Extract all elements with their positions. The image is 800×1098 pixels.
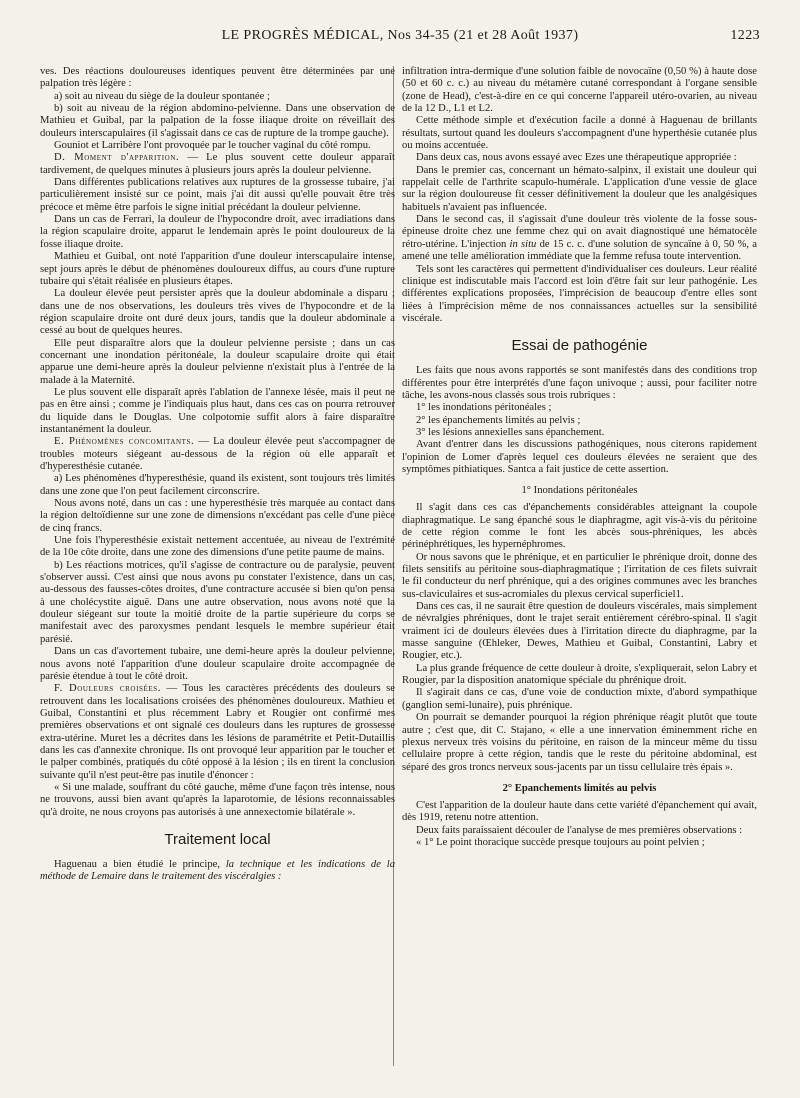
- paragraph-text: de 15 c. c. d'une solution de syncaïne à 0, 50 %, a amené une telle amélioration immédiate que la femme refusa toute intervention.: [402, 238, 757, 263]
- paragraph-text: — Le plus souvent cette douleur apparaît tardivement, de quelques minutes à plusieurs jours après la douleur pelvienne.: [40, 152, 395, 176]
- list-item: 3° les lésions annexielles sans épanchement.: [416, 426, 605, 438]
- paragraph: [40, 436, 395, 473]
- paragraph: Il s'agit dans ces cas d'épanchements considérables atteignant la coupole diaphragmatique. Le sang épanché sous le diaphragme, agit vis-à-vis du péritoine de cette région comme le font les abcès sous-phréniques, les abcès périnéphrétiques, les hypernéphromes.: [402, 502, 757, 551]
- list-item: 1° les inondations péritonéales ;: [416, 402, 552, 414]
- paragraph: Les faits que nous avons rapportés se sont manifestés dans des conditions trop différentes pour être interprétés d'une façon univoque ; aussi, pour faciliter notre tâche, les avons-nous classés sous trois rubriques :: [402, 365, 757, 401]
- paragraph: La plus grande fréquence de cette douleur à droite, s'expliquerait, selon Labry et Rougier, par la disposition anatomique spéciale du phrénique droit.: [402, 662, 757, 687]
- paragraph: Dans un cas de Ferrari, la douleur de l'hypocondre droit, avec irradiations dans la région scapulaire droite, apparut le lendemain après le point douloureux de la fosse iliaque droite.: [40, 214, 395, 250]
- right-column: [402, 66, 757, 849]
- paragraph: On pourrait se demander pourquoi la région phrénique réagit plutôt que toute autre ; c'est que, dit C. Stajano, « elle a une innervation éminemment riche en plexus nerveux très voisins du péritoine, en raison de la minceur même du tissu cellulaire propre à cette région, tandis que le reste du péritoine abdominal, est séparé des gros troncs nerveux sous-jacents par un tissu cellulaire très épais ».: [402, 712, 757, 773]
- paragraph: Avant d'entrer dans les discussions pathogéniques, nous citerons rapidement l'opinion de Lomer d'après lequel ces douleurs élevées ne seraient que des symptômes pithiatiques. Santca a fait justice de cette assertion.: [402, 439, 757, 475]
- paragraph: a) soit au niveau du siège de la douleur spontanée ;: [54, 90, 270, 102]
- section-heading-inline: D. Moment d'apparition.: [54, 152, 180, 164]
- paragraph: Cette méthode simple et d'exécution facile a donné à Haguenau de brillants résultats, surtout quand les douleurs s'accompagnent d'une hyperthésie cutanée plus ou moins accentuée.: [402, 115, 757, 152]
- paragraph: Dans le premier cas, concernant un hémato-salpinx, il existait une douleur qui rappelait celle de l'arthrite scapulo-humérale. L'application d'une vessie de glace sur la région douloureuse fit cesser définitivement la douleur que les analgésiques habituels n'avaient pas influencée.: [402, 164, 757, 213]
- italic-text: la technique et les indications de la méthode de Lemaire dans le traitement des viscéralgies :: [40, 858, 395, 883]
- paragraph: Dans un cas d'avortement tubaire, une demi-heure après la douleur pelvienne, nous avons noté l'apparition d'une douleur scapulaire droite accompagnée de parésie étendue à tout le côté droit.: [40, 646, 395, 682]
- list-item: 2° les épanchements limités au pelvis ;: [416, 414, 581, 426]
- paragraph: Il s'agirait dans ce cas, d'une voie de conduction mixte, d'abord sympathique (ganglion semi-lunaire), puis phrénique.: [402, 687, 757, 711]
- paragraph-text: — La douleur élevée peut s'accompagner de troubles moteurs siégeant au-dessous de la région où elle apparaît et d'hyperesthésie cutanée.: [40, 436, 395, 472]
- paragraph: a) Les phénomènes d'hyperesthésie, quand ils existent, sont toujours très limités dans une zone que l'on peut facilement circonscrire.: [40, 473, 395, 497]
- header-page-number: 1223: [730, 28, 760, 43]
- paragraph: Deux faits paraissaient découler de l'analyse de mes premières observations :: [416, 824, 743, 836]
- paragraph: [402, 214, 757, 263]
- left-column: [40, 66, 395, 884]
- paragraph: Tels sont les caractères qui permettent d'individualiser ces douleurs. Leur réalité clinique est indiscutable mais l'accord est loin d'être fait sur leur pathogénie. Les différentes explications proposées, l'imprécision de beaucoup d'entre elles sont liées à l'imprécision même de nos connaissances actuelles sur la sensibilité viscérale.: [402, 263, 757, 324]
- paragraph: [40, 859, 395, 884]
- paragraph-text: Haguenau a bien étudié le principe,: [54, 858, 226, 870]
- quotation: « 1° Le point thoracique succède presque toujours au point pelvien ;: [416, 836, 705, 848]
- paragraph: b) soit au niveau de la région abdomino-pelvienne. Dans une observation de Mathieu et Guibal, par la palpation de la fosse iliaque droite on réveillait des douleurs interscapulaires (il s'agissait dans ce cas de rupture de la trompe gauche).: [40, 103, 395, 139]
- section-heading-inline: F. Douleurs croisées.: [54, 683, 162, 695]
- paragraph: b) Les réactions motrices, qu'il s'agisse de contracture ou de paralysie, peuvent s'observer aussi. C'est ainsi que nous avons pu constater l'existence, dans un cas, au-dessous des fausses-côtes droites, d'une contracture accusée si bien qu'on pensa à une cholécystite aiguë. Dans une autre observation, nous avons noté que la douleur siégeant sur toute la moitié droite de la partie supérieure du corps se manifestait avec des paroxysmes pendant lesquels le membre supérieur était parésié.: [40, 559, 395, 645]
- paragraph-text: — Tous les caractères précédents des douleurs se retrouvent dans les localisations croisées des phénomènes douloureux. Mathieu et Guibal, Constantini et plus récemment Labry et Rougier ont confirmé mes premières observations et ont signalé ces douleurs dans les ruptures de grossesse extra-utérine. Muret les a décrites dans les lésions de paramétrite et Petit-Dutaillis dans les cas d'annexite chronique. Ils ont provoqué leur apparition par le toucher et le palper combinés, pratiqués du côté opposé à la lésion ; ils en tirent la conclusion suivante qu'il n'est peut-être pas inutile d'énoncer :: [40, 683, 395, 781]
- subsection-heading: 2° Epanchements limités au pelvis: [502, 782, 657, 794]
- paragraph: La douleur élevée peut persister après que la douleur abdominale a disparu ; dans une de nos observations, les douleurs très vives de l'hypocondre et de la région scapulaire droite ont duré deux jours, tandis que la douleur abdominale a cessé au bout de quelques heures.: [40, 288, 395, 337]
- header-journal-title: LE PROGRÈS MÉDICAL, Nos 34-35 (21 et 28 Août 1937): [221, 28, 579, 43]
- paragraph: Dans différentes publications relatives aux ruptures de la grossesse tubaire, j'ai particulièrement insisté sur ce point, mais j'ai dit aussi qu'elle pouvait être très précoce et même être parfois le signe initial précédant la douleur pelvienne.: [40, 177, 395, 213]
- section-heading-inline: E. Phénomènes concomitants.: [54, 436, 195, 448]
- paragraph: Elle peut disparaître alors que la douleur pelvienne persiste ; dans un cas concernant une inondation péritonéale, la douleur scapulaire droite qui était apparue une demi-heure après la douleur pelvienne n'existait plus à l'entrée de la malade à la Maternité.: [40, 337, 395, 386]
- paragraph: infiltration intra-dermique d'une solution faible de novocaïne (0,50 %) à haute dose (50 et 60 c. c.) au niveau du métamère cutané correspondant à l'organe sensible (zone de Head), c'est-à-dire en ce qui concerne l'appareil utéro-ovarien, au niveau de la 12 D., L1 et L2.: [402, 66, 757, 115]
- paragraph: Or nous savons que le phrénique, et en particulier le phrénique droit, donne des filets sensitifs au péritoine sous-diaphragmatique ; l'irritation de ces filets suivrait le fil conducteur du nerf phrénique, qui a des origines communes avec les branches sus-claviculaires et sus-acromiales du plexus cervical superficiel1.: [402, 551, 757, 600]
- running-header: [40, 28, 760, 48]
- section-heading: Traitement local: [164, 830, 271, 848]
- paragraph: Dans deux cas, nous avons essayé avec Ezes une thérapeutique appropriée :: [416, 152, 737, 164]
- paragraph: ves. Des réactions douloureuses identiques peuvent être déterminées par une palpation très légère :: [40, 66, 395, 90]
- subsection-heading: 1° Inondations péritonéales: [521, 485, 638, 497]
- paragraph: Une fois l'hyperesthésie existait nettement accentuée, au niveau de l'extrémité de la 10e côte droite, dans une zone des dimensions d'une petite paume de mains.: [40, 535, 395, 559]
- quotation: « Si une malade, souffrant du côté gauche, même d'une façon très intense, nous ne trouvons, aussi bien avant qu'après la laparotomie, de lésions reconnaissables qu'à droite, ne nous croyons pas autorisés à une annexectomie bilatérale ».: [40, 781, 395, 818]
- paragraph-text: Dans le second cas, il s'agissait d'une douleur très violente de la fosse sous-épineuse droite chez une femme chez qui on avait diagnostiqué une hématocèle rétro-utérine. L'injection: [402, 214, 757, 250]
- paragraph: Nous avons noté, dans un cas : une hyperesthésie très marquée au contact dans la région deltoïdienne sur une zone de dimensions n'excédant pas celle d'une pièce de cinq francs.: [40, 498, 395, 534]
- paragraph: [40, 683, 395, 782]
- section-heading: Essai de pathogénie: [511, 337, 648, 355]
- italic-text: in situ: [509, 238, 537, 250]
- paragraph: Dans ces cas, il ne saurait être question de douleurs viscérales, mais simplement de névralgies phréniques, dont le trajet serait entièrement cérébro-spinal. Il s'agit vraiment ici de douleurs élevées dues à l'irritation directe du diaphragme, par la masse sanguine (Œhleker, Dewes, Mathieu et Guibal, Constantini, Labry et Rougier, etc.).: [402, 601, 757, 662]
- paragraph: [40, 152, 395, 177]
- paragraph: C'est l'apparition de la douleur haute dans cette variété d'épanchement qui avait, dès 1919, retenu notre attention.: [402, 799, 757, 824]
- paragraph: Le plus souvent elle disparaît après l'ablation de l'annexe lésée, mais il peut ne pas en être ainsi ; comme je l'indiquais plus haut, dans ces cas on pourra retrouver du liquide dans le Douglas. Une colpotomie suffit alors à faire disparaître instantanément la douleur.: [40, 386, 395, 435]
- paragraph: Gouniot et Larribère l'ont provoquée par le toucher vaginal du côté rompu.: [54, 140, 371, 152]
- paragraph: Mathieu et Guibal, ont noté l'apparition d'une douleur interscapulaire intense, sept jours après le début de phénomènes douloureux diffus, au cours d'une rupture tubaire qui s'était réalisée en plusieurs étapes.: [40, 251, 395, 287]
